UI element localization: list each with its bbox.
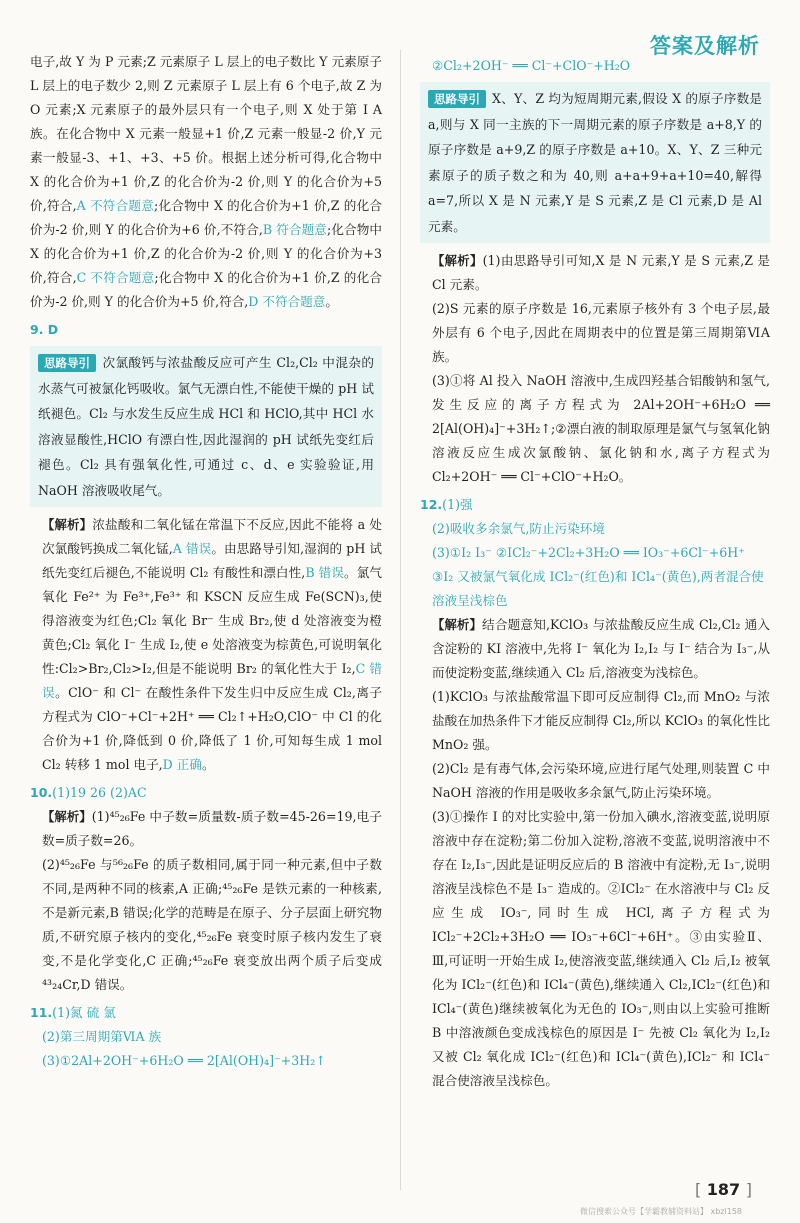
q8-option-c: C 不符合题意	[76, 270, 155, 285]
q10-analysis-2: (2)⁴⁵₂₆Fe 与⁵⁶₂₆Fe 的质子数相同,属于同一种元素,但中子数不同,是两种不同的核素,A 正确;⁴⁵₂₆Fe 是铁元素的一种核素,不是新元素,B 错误;化学的范畴是在原子、分子层面上研究物质,不研究原子核内的变化,⁴⁵₂₆Fe 衰变时原子核内发生了衰变,不是化学变化,C 正确;⁴⁵₂₆Fe 衰变放出两个质子后变成⁴³₂₄Cr,D 错误。	[42, 857, 382, 992]
q12-analysis-2: (2)Cl₂ 是有毒气体,会污染环境,应进行尾气处理,则装置 C 中 NaOH 溶液的作用是吸收多余氯气,防止污染环境。	[432, 761, 770, 800]
q11-answer-2: (2)第三周期第ⅥA 族	[42, 1029, 162, 1044]
q9-analysis-4: 。ClO⁻ 和 Cl⁻ 在酸性条件下发生归中反应生成 Cl₂,离子方程式为 ClO⁻+Cl⁻+2H⁺ ══ Cl₂↑+H₂O,ClO⁻ 中 Cl 的化合价为+1 价,降低到 0 价,降低了 1 价,可知每生成 1 mol Cl₂ 转移 1 mol 电子,	[42, 685, 382, 772]
q12-analysis-1: (1)KClO₃ 与浓盐酸常温下即可反应制得 Cl₂,而 MnO₂ 与浓盐酸在加热条件下才能反应制得 Cl₂,所以 KClO₃ 的氧化性比 MnO₂ 强。	[432, 689, 770, 752]
left-column	[30, 50, 382, 1073]
q11-analysis-2: (2)S 元素的原子序数是 16,元素原子核外有 3 个电子层,最外层有 6 个电子,因此在周期表中的位置是第三周期第ⅥA 族。	[432, 301, 770, 364]
watermark-text: 微信搜索公众号【学霸教辅资料站】 xbzl158	[579, 1207, 742, 1216]
q11-answer	[30, 1001, 382, 1025]
q8-text-4: ;化合物中 X 的化合价为+1 价,Z 的化合价为-2 价,则 Y 的化合价为+5 价,符合,	[30, 270, 382, 309]
q9-option-a: A 错误	[172, 541, 212, 556]
column-divider	[400, 50, 401, 1190]
q9-hint-box	[30, 346, 382, 507]
q10-answer-text: (1)19 26 (2)AC	[52, 785, 147, 800]
q9-analysis	[30, 513, 382, 777]
analysis-label: 【解析】	[42, 810, 92, 824]
analysis-label: 【解析】	[432, 618, 483, 632]
analysis-label: 【解析】	[42, 518, 93, 532]
q9-option-d: D 正确	[162, 757, 202, 772]
analysis-label: 【解析】	[432, 254, 483, 268]
q8-text-2: ;化合物中 X 的化合价为+1 价,Z 的化合价为-2 价,则 Y 的化合价为+6 价,不符合,	[30, 198, 382, 237]
q11-answer-1: (1)氮 硫 氯	[52, 1005, 116, 1020]
q10-analysis-1	[30, 805, 382, 853]
q12-answer-2: (2)吸收多余氯气,防止污染环境	[432, 521, 605, 536]
q11-number: 11.	[30, 1005, 53, 1020]
q12-analysis-3: (3)①操作 I 的对比实验中,第一份加入碘水,溶液变蓝,说明原溶液中存在淀粉;第二份加入淀粉,溶液不变蓝,说明溶液中不存在 I₂,I₃⁻,因此是证明反应后的 B 溶液中有淀粉,无 I₃⁻,说明溶液呈浅棕色不是 I₃⁻ 造成的。②ICl₂⁻ 在水溶液中与 Cl₂ 反应生成 IO₃⁻,同时生成 HCl,离子方程式为 ICl₂⁻+2Cl₂+3H₂O ══ IO₃⁻+6Cl⁻+6H⁺。③由实验Ⅱ、Ⅲ,可证明一开始生成 I₂,使溶液变蓝,继续通入 Cl₂ 后,I₂ 被氧化为 ICl₂⁻(红色)和 ICl₄⁻(黄色),继续通入 Cl₂,ICl₂⁻(红色)和 ICl₄⁻(黄色)继续被氧化为无色的 IO₃⁻,则由以上实验可推断 B 中溶液颜色变成浅棕色的原因是 I⁻ 先被 Cl₂ 氧化为 I₂,I₂ 又被 Cl₂ 氧化成 ICl₂⁻(红色)和 ICl₄⁻(黄色),ICl₂⁻ 和 ICl₄⁻ 混合使溶液呈浅棕色。	[432, 809, 770, 1088]
q8-text-5: 。	[325, 294, 338, 309]
q9-analysis-1: 浓盐酸和二氧化锰在常温下不反应,因此不能将 a 处次氯酸钙换成二氧化锰,	[42, 517, 382, 556]
q9-option-c: C 错误	[42, 661, 382, 700]
q11-analysis-1	[420, 249, 770, 297]
hint-tag: 思路导引	[38, 354, 96, 372]
q8-option-b: B 符合题意	[262, 222, 327, 237]
q9-hint-text	[38, 350, 374, 503]
q12-number: 12.	[420, 497, 443, 512]
q11-answer-3: (3)①2Al+2OH⁻+6H₂O ══ 2[Al(OH)₄]⁻+3H₂↑	[42, 1053, 326, 1068]
q11-hint-content: X、Y、Z 均为短周期元素,假设 X 的原子序数是 a,则与 X 同一主族的下一周期元素的原子序数是 a+8,Y 的原子序数是 a+9,Z 的原子序数是 a+10。X、Y、Z 三种元素原子的质子数之和为 40,则 a+a+9+a+10=40,解得 a=7,所以 X 是 N 元素,Y 是 S 元素,Z 是 Cl 元素,D 是 Al 元素。	[428, 91, 762, 234]
q9-option-b: B 错误	[305, 565, 345, 580]
q8-continuation	[30, 50, 382, 314]
q12-analysis-0-text: 结合题意知,KClO₃ 与浓盐酸反应生成 Cl₂,Cl₂ 通入含淀粉的 KI 溶液中,先将 I⁻ 氧化为 I₂,I₂ 与 I⁻ 结合为 I₃⁻,从而使淀粉变蓝,继续通入 Cl₂ 后,溶液变为浅棕色。	[432, 617, 770, 680]
q12-answer-3: (3)①I₂ I₃⁻ ②ICl₂⁻+2Cl₂+3H₂O ══ IO₃⁻+6Cl⁻+6H⁺	[432, 545, 745, 560]
q9-answer: 9. D	[30, 322, 59, 337]
q11-analysis-3: (3)①将 Al 投入 NaOH 溶液中,生成四羟基合铝酸钠和氢气,发生反应的离子方程式为 2Al+2OH⁻+6H₂O ══ 2[Al(OH)₄]⁻+3H₂↑;②漂白液的制取原理是氯气与氢氧化钠溶液反应生成次氯酸钠、氯化钠和水,离子方程式为 Cl₂+2OH⁻ ══ Cl⁻+ClO⁻+H₂O。	[432, 373, 770, 484]
q10-answer	[30, 781, 382, 805]
q9-analysis-5: 。	[201, 757, 215, 772]
page-number-value: 187	[706, 1180, 741, 1199]
q11-hint-box	[420, 82, 770, 243]
page-number	[695, 1180, 752, 1199]
q8-text-1: 电子,故 Y 为 P 元素;Z 元素原子 L 层上的电子数比 Y 元素原子 L 层上的电子数少 2,则 Z 元素原子 L 层上有 6 个电子,故 Z 为 O 元素;X 元素原子的最外层只有一个电子,则 X 处于第 I A 族。在化合物中 X 元素一般显+1 价,Z 元素一般显-2 价,Y 元素一般显-3、+1、+3、+5 价。根据上述分析可得,化合物中 X 的化合价为+1 价,Z 的化合价为-2 价,则 Y 的化合价为+5 价,符合,	[30, 54, 382, 213]
q11-analysis-1-text: (1)由思路导引可知,X 是 N 元素,Y 是 S 元素,Z 是 Cl 元素。	[432, 253, 770, 292]
q12-analysis-0	[420, 613, 770, 685]
right-column	[420, 54, 770, 1093]
q10-number: 10.	[30, 785, 53, 800]
page-bracket-left: [	[694, 1180, 702, 1199]
q11-hint-text	[428, 86, 762, 239]
q8-option-d: D 不符合题意	[248, 294, 326, 309]
q12-answer-1: (1)强	[442, 497, 473, 512]
q8-text-3: ;化合物中 X 的化合价为+1 价,Z 的化合价为-2 价,则 Y 的化合价为+3 价,符合,	[30, 222, 383, 285]
q8-option-a: A 不符合题意	[76, 198, 155, 213]
q9-analysis-2: 。由思路导引知,湿润的 pH 试纸先变红后褪色,不能说明 Cl₂ 有酸性和漂白性,	[42, 541, 382, 580]
page-bracket-right: ]	[745, 1180, 752, 1199]
q10-analysis-1-text: (1)⁴⁵₂₆Fe 中子数=质量数-质子数=45-26=19,电子数=质子数=26。	[42, 809, 382, 848]
q12-answer-4: ③I₂ 又被氯气氧化成 ICl₂⁻(红色)和 ICl₄⁻(黄色),两者混合使溶液呈浅棕色	[432, 569, 764, 608]
page-header-title: 答案及解析	[650, 34, 760, 58]
q11-answer-3b: ②Cl₂+2OH⁻ ══ Cl⁻+ClO⁻+H₂O	[432, 58, 631, 73]
q9-hint-content: 次氯酸钙与浓盐酸反应可产生 Cl₂,Cl₂ 中混杂的水蒸气可被氯化钙吸收。氯气无漂白性,不能使干燥的 pH 试纸褪色。Cl₂ 与水发生反应生成 HCl 和 HClO,其中 HCl 水溶液显酸性,HClO 有漂白性,因此湿润的 pH 试纸先变红后褪色。Cl₂ 具有强氧化性,可通过 c、d、e 实验验证,用 NaOH 溶液吸收尾气。	[38, 355, 374, 498]
q9-analysis-3: 。氯气氧化 Fe²⁺ 为 Fe³⁺,Fe³⁺ 和 KSCN 反应生成 Fe(SCN)₃,使得溶液变为红色;Cl₂ 氧化 Br⁻ 生成 Br₂,使 d 处溶液变为橙黄色;Cl₂ 氧化 I⁻ 生成 I₂,使 e 处溶液变为棕黄色,可说明氧化性:Cl₂>Br₂,Cl₂>I₂,但是不能说明 Br₂ 的氧化性大于 I₂,	[42, 565, 382, 676]
hint-tag: 思路导引	[428, 90, 486, 108]
q12-answer	[420, 493, 770, 517]
